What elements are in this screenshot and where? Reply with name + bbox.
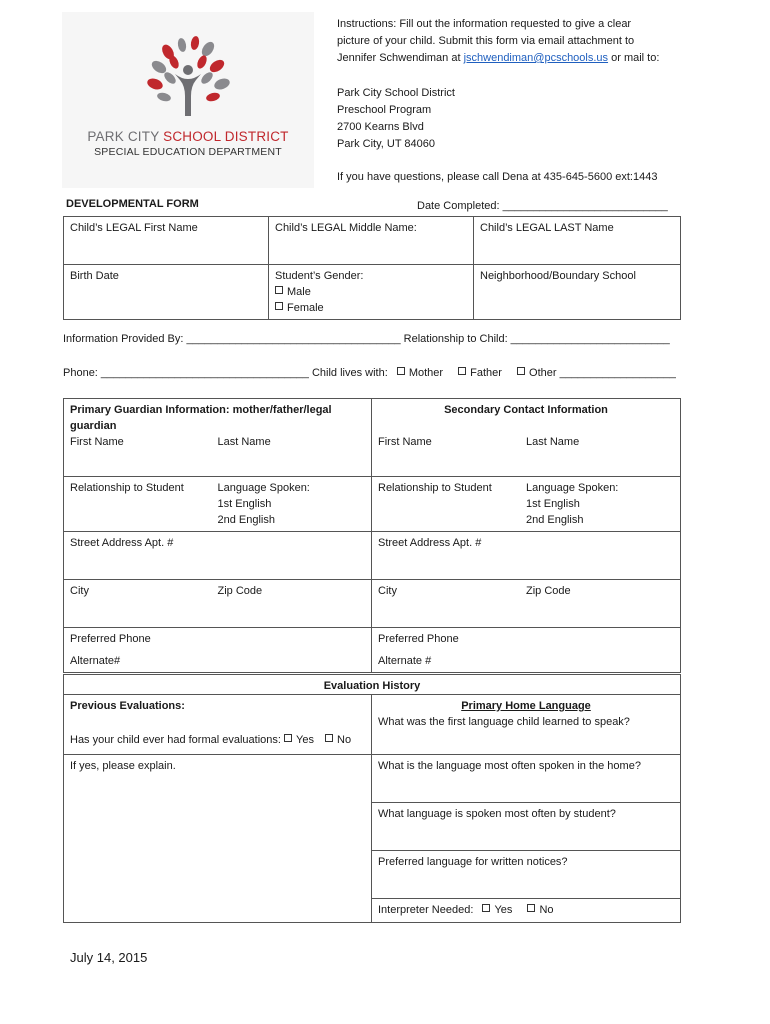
checkbox-icon — [325, 734, 333, 742]
interpreter-no-checkbox[interactable]: No — [527, 904, 553, 916]
primary-alternate-field[interactable]: Alternate# — [64, 650, 372, 673]
evaluation-table — [63, 674, 681, 923]
secondary-relationship-field[interactable]: Relationship to Student — [378, 482, 492, 494]
district-logo — [62, 12, 314, 188]
formal-yes-checkbox[interactable]: Yes — [284, 734, 314, 746]
secondary-last-name-field[interactable]: Last Name — [526, 436, 580, 448]
checkbox-icon — [284, 734, 292, 742]
primary-phone-field[interactable]: Preferred Phone — [64, 628, 372, 651]
interpreter-yes-checkbox[interactable]: Yes — [482, 904, 512, 916]
mailing-address: Park City School District Preschool Program 2700 Kearns Blvd Park City, UT 84060 — [337, 87, 455, 150]
logo-title: PARK CITY SCHOOL DISTRICT — [87, 129, 289, 144]
secondary-city-field[interactable]: City — [378, 585, 397, 597]
birth-date-field[interactable]: Birth Date — [64, 265, 269, 320]
lives-with-other-checkbox[interactable]: Other ___________________ — [517, 367, 676, 379]
primary-guardian-cell — [64, 399, 372, 477]
child-info-table — [63, 216, 681, 320]
secondary-contact-title: Secondary Contact Information — [444, 404, 608, 416]
checkbox-icon — [275, 286, 283, 294]
primary-relationship-field[interactable]: Relationship to Student — [70, 482, 184, 494]
lives-with-mother-checkbox[interactable]: Mother — [397, 367, 443, 379]
lives-with-father-checkbox[interactable]: Father — [458, 367, 502, 379]
primary-language-field[interactable]: Language Spoken: 1st English 2nd English — [217, 482, 310, 526]
formal-evaluations-question: Has your child ever had formal evaluations: Yes No — [70, 734, 352, 746]
phone-line — [63, 367, 676, 379]
secondary-first-name-field[interactable]: First Name — [378, 436, 432, 448]
secondary-street-field[interactable]: Street Address Apt. # — [372, 532, 681, 580]
checkbox-icon — [527, 904, 535, 912]
primary-city-field[interactable]: City — [70, 585, 89, 597]
phone-field[interactable]: Phone: __________________________________ Child lives with: — [63, 367, 388, 379]
gender-female-checkbox[interactable]: Female — [275, 300, 467, 316]
secondary-zip-field[interactable]: Zip Code — [526, 585, 571, 597]
email-link[interactable]: jschwendiman@pcschools.us — [463, 52, 609, 64]
footer-date: July 14, 2015 — [70, 950, 148, 965]
primary-first-name-field[interactable]: First Name — [70, 436, 124, 448]
checkbox-icon — [458, 367, 466, 375]
secondary-language-field[interactable]: Language Spoken: 1st English 2nd English — [526, 482, 619, 526]
student-language-field[interactable]: What language is spoken most often by student? — [372, 803, 681, 851]
written-notices-language-field[interactable]: Preferred language for written notices? — [372, 851, 681, 899]
logo-department: SPECIAL EDUCATION DEPARTMENT — [94, 146, 282, 158]
secondary-phone-field[interactable]: Preferred Phone — [372, 628, 681, 651]
formal-no-checkbox[interactable]: No — [325, 734, 351, 746]
checkbox-icon — [397, 367, 405, 375]
instructions — [337, 16, 737, 67]
primary-street-field[interactable]: Street Address Apt. # — [64, 532, 372, 580]
home-language-title: Primary Home Language — [461, 700, 591, 712]
checkbox-icon — [482, 904, 490, 912]
form-title: DEVELOPMENTAL FORM — [66, 198, 199, 210]
interpreter-needed-field: Interpreter Needed: Yes No — [372, 899, 681, 923]
tree-icon — [62, 12, 314, 130]
primary-last-name-field[interactable]: Last Name — [217, 436, 271, 448]
gender-male-checkbox[interactable]: Male — [275, 284, 467, 300]
child-middle-name-field[interactable]: Child’s LEGAL Middle Name: — [269, 217, 474, 265]
secondary-contact-cell — [372, 399, 681, 477]
previous-evaluations-label: Previous Evaluations: — [70, 700, 185, 712]
evaluation-history-title: Evaluation History — [64, 675, 681, 695]
school-field[interactable]: Neighborhood/Boundary School — [474, 265, 681, 320]
contact-question: If you have questions, please call Dena at 435-645-5600 ext:1443 — [337, 171, 658, 183]
instructions-line-3: Jennifer Schwendiman at jschwendiman@pcschools.us or mail to: — [337, 52, 660, 64]
instructions-line-1: Instructions: Fill out the information requested to give a clear — [337, 18, 632, 30]
child-last-name-field[interactable]: Child’s LEGAL LAST Name — [474, 217, 681, 265]
primary-guardian-title: Primary Guardian Information: mother/father/legal guardian — [70, 404, 332, 432]
explain-field[interactable]: If yes, please explain. — [64, 755, 372, 923]
child-first-name-field[interactable]: Child’s LEGAL First Name — [64, 217, 269, 265]
info-provided-line[interactable]: Information Provided By: ___________________________________ Relationship to Child: __________________________ — [63, 333, 670, 345]
primary-zip-field[interactable]: Zip Code — [217, 585, 263, 597]
gender-field: Student’s Gender: Male Female — [269, 265, 474, 320]
date-completed-field[interactable]: Date Completed: ___________________________ — [417, 200, 668, 212]
first-language-field[interactable]: What was the first language child learned to speak? — [378, 716, 630, 728]
instructions-line-2: picture of your child. Submit this form via email attachment to — [337, 35, 635, 47]
contacts-table — [63, 398, 681, 673]
home-language-field[interactable]: What is the language most often spoken in the home? — [372, 755, 681, 803]
secondary-alternate-field[interactable]: Alternate # — [372, 650, 681, 673]
checkbox-icon — [517, 367, 525, 375]
checkbox-icon — [275, 302, 283, 310]
